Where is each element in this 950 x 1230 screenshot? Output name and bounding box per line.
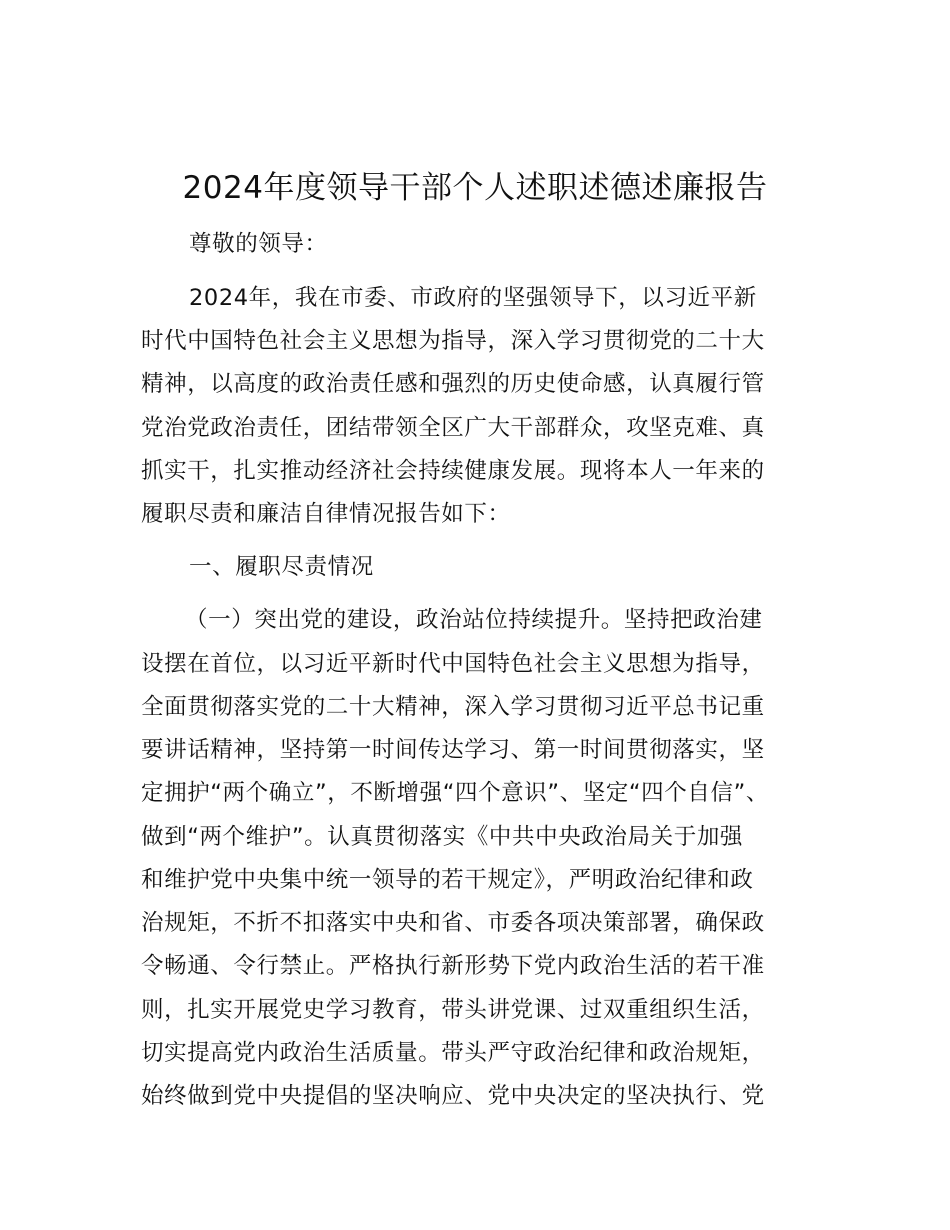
section1-line-1: （一）突出党的建设，政治站位持续提升。坚持把政治建 xyxy=(185,607,763,633)
intro-line-3: 精神，以高度的政治责任感和强烈的历史使命感，认真履行管 xyxy=(141,371,765,397)
intro-line-4: 党治党政治责任，团结带领全区广大干部群众，攻坚克难、真 xyxy=(141,415,765,441)
section1-line-4: 要讲话精神，坚持第一时间传达学习、第一时间贯彻落实，坚 xyxy=(141,737,765,763)
intro-line-2: 时代中国特色社会主义思想为指导，深入学习贯彻党的二十大 xyxy=(141,328,765,354)
intro-line-1: 2024年，我在市委、市政府的坚强领导下，以习近平新 xyxy=(189,285,757,311)
section1-line-2: 设摆在首位，以习近平新时代中国特色社会主义思想为指导， xyxy=(141,651,765,677)
section1-line-6: 做到“两个维护”。认真贯彻落实《中共中央政治局关于加强 xyxy=(141,824,744,850)
section1-line-8: 治规矩，不折不扣落实中央和省、市委各项决策部署，确保政 xyxy=(141,910,765,936)
section1-line-5: 定拥护“两个确立”，不断增强“四个意识”、坚定“四个自信”、 xyxy=(141,780,769,806)
section1-line-12: 始终做到党中央提倡的坚决响应、党中央决定的坚决执行、党 xyxy=(141,1083,765,1109)
intro-line-6: 履职尽责和廉洁自律情况报告如下： xyxy=(141,501,511,527)
section1-line-7: 和维护党中央集中统一领导的若干规定》，严明政治纪律和政 xyxy=(141,867,754,893)
section1-line-11: 切实提高党内政治生活质量。带头严守政治纪律和政治规矩， xyxy=(141,1040,765,1066)
section1-line-3: 全面贯彻落实党的二十大精神，深入学习贯彻习近平总书记重 xyxy=(141,694,765,720)
document-title: 2024年度领导干部个人述职述德述廉报告 xyxy=(182,170,768,206)
section1-line-10: 则，扎实开展党史学习教育，带头讲党课、过双重组织生活， xyxy=(141,997,765,1023)
section-heading: 一、履职尽责情况 xyxy=(189,554,374,580)
salutation: 尊敬的领导： xyxy=(189,231,328,257)
section1-line-9: 令畅通、令行禁止。严格执行新形势下党内政治生活的若干准 xyxy=(141,953,765,979)
intro-line-5: 抓实干，扎实推动经济社会持续健康发展。现将本人一年来的 xyxy=(141,458,765,484)
